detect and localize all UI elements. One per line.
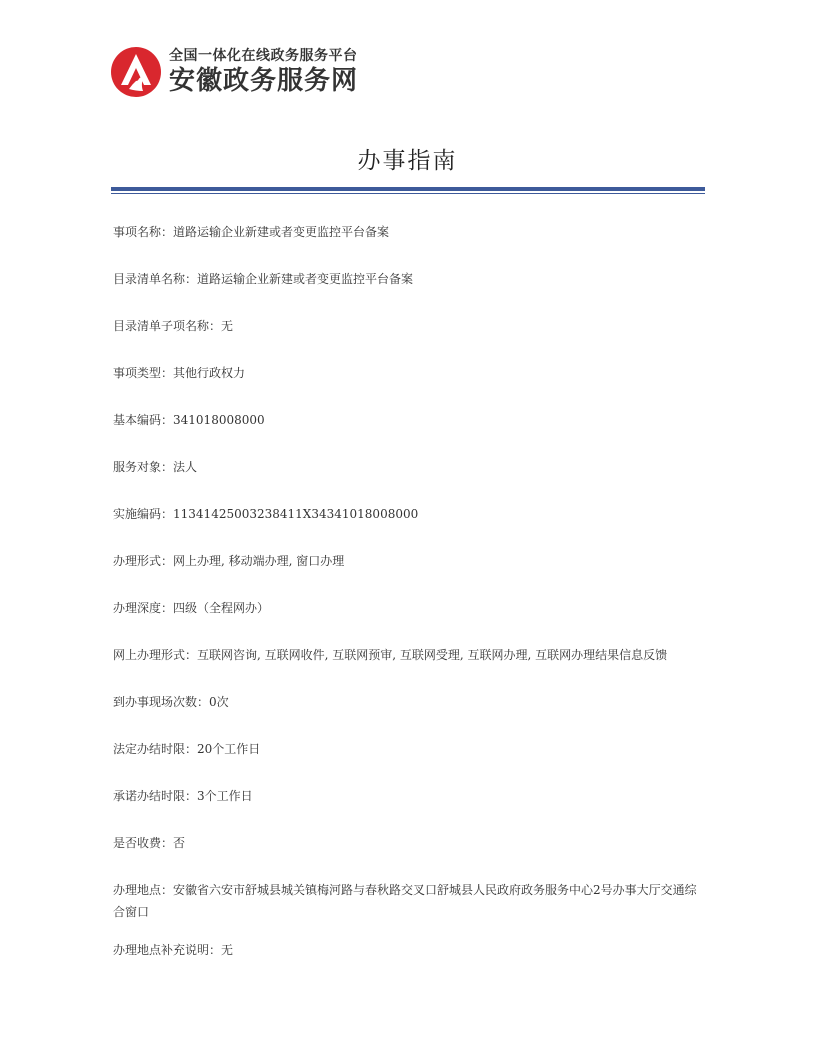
field-value: 安徽省六安市舒城县城关镇梅河路与春秋路交叉口舒城县人民政府政务服务中心2号办事大厅交通综合窗口 bbox=[113, 883, 697, 919]
title-divider-thin bbox=[111, 193, 705, 194]
field-label: 目录清单名称： bbox=[113, 272, 198, 286]
field-label: 网上办理形式： bbox=[113, 648, 198, 662]
field-label: 法定办结时限： bbox=[113, 742, 198, 756]
page-title: 办事指南 bbox=[357, 148, 458, 174]
site-name: 安徽政务服务网 bbox=[169, 66, 359, 96]
guide-fields bbox=[113, 221, 703, 986]
field-value: 0次 bbox=[209, 695, 229, 709]
field-value: 11341425003238411X34341018008000 bbox=[173, 507, 419, 521]
field-label: 是否收费： bbox=[113, 836, 174, 850]
field-handling-location bbox=[113, 879, 703, 923]
field-onsite-visits bbox=[113, 691, 703, 713]
platform-name: 全国一体化在线政务服务平台 bbox=[169, 48, 358, 64]
field-value: 20个工作日 bbox=[197, 742, 261, 756]
field-label: 基本编码： bbox=[113, 413, 174, 427]
field-location-note bbox=[113, 939, 703, 961]
field-value: 无 bbox=[221, 943, 234, 957]
field-catalog-name bbox=[113, 268, 703, 290]
field-fee bbox=[113, 832, 703, 854]
field-label: 到办事现场次数： bbox=[113, 695, 210, 709]
field-item-type bbox=[113, 362, 703, 384]
field-promised-time-limit bbox=[113, 785, 703, 807]
anhui-gov-service-logo-icon bbox=[109, 45, 163, 99]
field-value: 否 bbox=[173, 836, 186, 850]
field-value: 法人 bbox=[173, 460, 198, 474]
field-basic-code bbox=[113, 409, 703, 431]
field-value: 其他行政权力 bbox=[173, 366, 246, 380]
field-value: 四级（全程网办） bbox=[173, 601, 270, 615]
field-handling-depth bbox=[113, 597, 703, 619]
field-label: 目录清单子项名称： bbox=[113, 319, 222, 333]
field-handling-form bbox=[113, 550, 703, 572]
field-value: 道路运输企业新建或者变更监控平台备案 bbox=[173, 225, 390, 239]
field-service-target bbox=[113, 456, 703, 478]
field-label: 办理深度： bbox=[113, 601, 174, 615]
field-value: 道路运输企业新建或者变更监控平台备案 bbox=[197, 272, 414, 286]
field-label: 承诺办结时限： bbox=[113, 789, 198, 803]
field-label: 办理地点： bbox=[113, 883, 174, 897]
field-value: 无 bbox=[221, 319, 234, 333]
title-divider-thick bbox=[111, 187, 705, 191]
field-value: 341018008000 bbox=[173, 413, 265, 427]
field-label: 办理地点补充说明： bbox=[113, 943, 222, 957]
site-header bbox=[109, 44, 358, 100]
brand-text bbox=[169, 47, 358, 97]
field-value: 网上办理, 移动端办理, 窗口办理 bbox=[173, 554, 345, 568]
field-catalog-subitem bbox=[113, 315, 703, 337]
field-label: 事项类型： bbox=[113, 366, 174, 380]
field-value: 3个工作日 bbox=[197, 789, 253, 803]
field-legal-time-limit bbox=[113, 738, 703, 760]
field-implementation-code bbox=[113, 503, 703, 525]
field-label: 办理形式： bbox=[113, 554, 174, 568]
field-item-name bbox=[113, 221, 703, 243]
field-label: 实施编码： bbox=[113, 507, 174, 521]
field-online-handling-form bbox=[113, 644, 703, 666]
field-value: 互联网咨询, 互联网收件, 互联网预审, 互联网受理, 互联网办理, 互联网办理结果信息反馈 bbox=[197, 648, 668, 662]
field-label: 事项名称： bbox=[113, 225, 174, 239]
field-label: 服务对象： bbox=[113, 460, 174, 474]
